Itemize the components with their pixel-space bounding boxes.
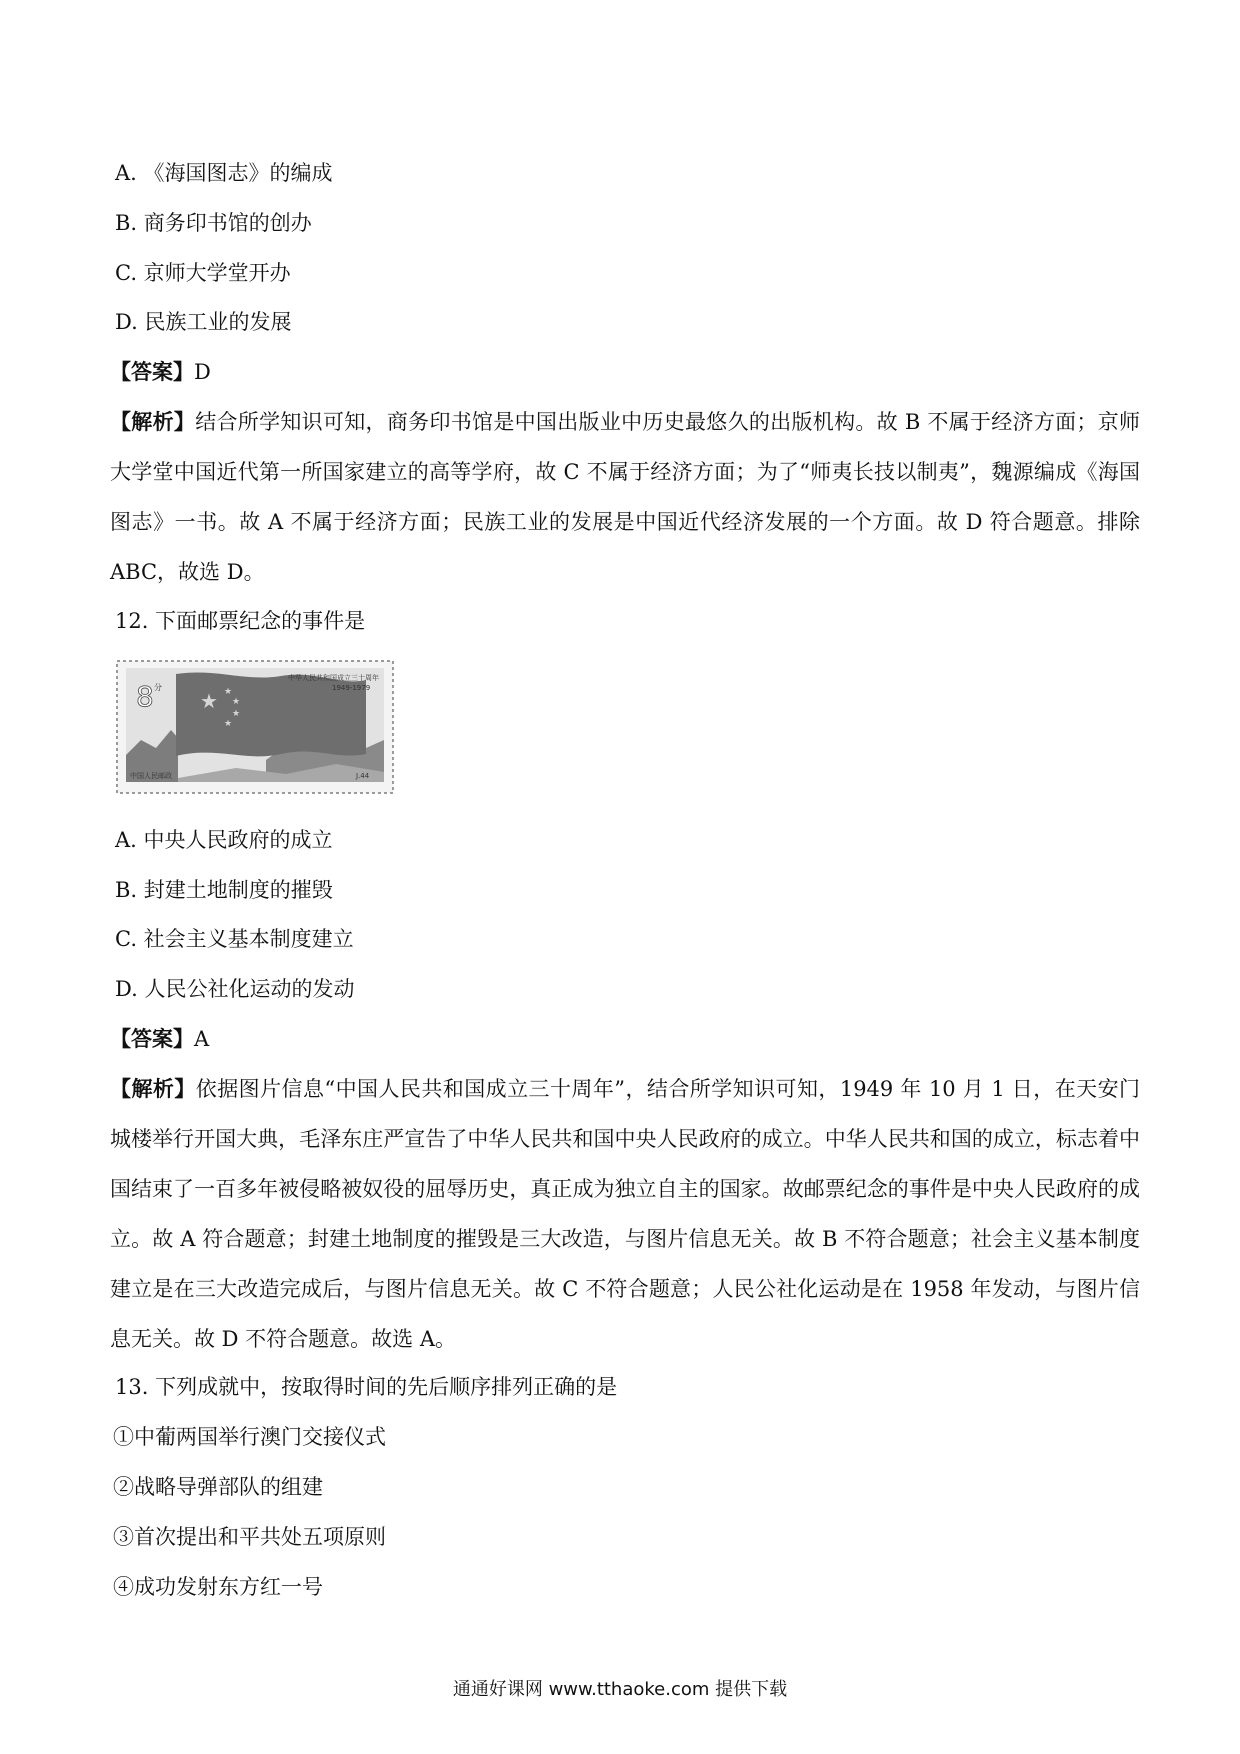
q12-option-d: D. 人民公社化运动的发动 — [115, 977, 355, 1001]
q12-option-b: B. 封建土地制度的摧毁 — [115, 878, 333, 902]
svg-text:★: ★ — [224, 719, 233, 729]
flag-star-icon: ★ — [200, 689, 218, 713]
q12-analysis-text: 依据图片信息“中国人民共和国成立三十周年”，结合所学知识可知，1949 年 10 月 1 日，在天安门城楼举行开国大典，毛泽东庄严宣告了中华人民共和国中央人民政府的成立。中华人民共和国的成立，标志着中国结束了一百多年被侵略被奴役的屈辱历史，真正成为独立自主的国家。故邮票纪念的事件是中央人民政府的成立。故 A 符合题意；封建土地制度的摧毁是三大改造，与图片信息无关。故 B 不符合题意；社会主义基本制度建立是在三大改造完成后，与图片信息无关。故 C 不符合题意；人民公社化运动是在 1958 年发动，与图片信息无关。故 D 不符合题意。故选 A。 — [110, 1077, 1141, 1351]
q12-answer-label: 【答案】 — [110, 1027, 194, 1051]
page-footer: 通通好课网 www.tthaoke.com 提供下载 — [452, 1679, 788, 1700]
stamp-country-mark: 中国人民邮政 — [130, 772, 172, 780]
q13-item-3: ③首次提出和平共处五项原则 — [113, 1525, 386, 1549]
q11-option-b: B. 商务印书馆的创办 — [115, 211, 312, 235]
q12-answer — [110, 1024, 209, 1054]
q13-item-4: ④成功发射东方红一号 — [113, 1575, 323, 1599]
q11-option-a: A. 《海国图志》的编成 — [115, 161, 333, 185]
q11-analysis — [110, 397, 1140, 597]
stamp-denomination-unit: 分 — [154, 683, 162, 692]
stamp-code-mark: J.44 — [356, 772, 370, 780]
q13-item-1: ①中葡两国举行澳门交接仪式 — [113, 1425, 386, 1449]
q11-option-c: C. 京师大学堂开办 — [115, 261, 291, 285]
q11-analysis-label: 【解析】 — [110, 410, 196, 434]
q11-answer-label: 【答案】 — [110, 360, 194, 384]
stamp-graphic — [116, 660, 394, 794]
q13-item-2: ②战略导弹部队的组建 — [113, 1475, 323, 1499]
q12-option-a: A. 中央人民政府的成立 — [115, 828, 333, 852]
q12-analysis-label: 【解析】 — [110, 1077, 196, 1101]
q13-stem: 13. 下列成就中，按取得时间的先后顺序排列正确的是 — [115, 1375, 618, 1399]
svg-text:★: ★ — [232, 697, 241, 707]
stamp-image — [116, 660, 394, 794]
stamp-denomination: 8 — [136, 680, 154, 713]
q12-analysis — [110, 1064, 1140, 1364]
q11-analysis-text: 结合所学知识可知，商务印书馆是中国出版业中历史最悠久的出版机构。故 B 不属于经济方面；京师大学堂中国近代第一所国家建立的高等学府，故 C 不属于经济方面；为了“师夷长技以制夷”，魏源编成《海国图志》一书。故 A 不属于经济方面；民族工业的发展是中国近代经济发展的一个方面。故 D 符合题意。排除 ABC，故选 D。 — [110, 410, 1141, 584]
svg-text:★: ★ — [232, 709, 241, 719]
stamp-years: 1949-1979 — [332, 684, 371, 692]
stamp-caption: 中华人民共和国成立三十周年 — [288, 674, 379, 682]
q12-answer-value: A — [194, 1027, 210, 1051]
svg-text:★: ★ — [224, 687, 233, 697]
q11-option-d: D. 民族工业的发展 — [115, 310, 292, 334]
q11-answer-value: D — [194, 360, 211, 384]
q12-stem: 12. 下面邮票纪念的事件是 — [115, 609, 366, 633]
q11-answer — [110, 357, 211, 387]
q12-option-c: C. 社会主义基本制度建立 — [115, 927, 354, 951]
